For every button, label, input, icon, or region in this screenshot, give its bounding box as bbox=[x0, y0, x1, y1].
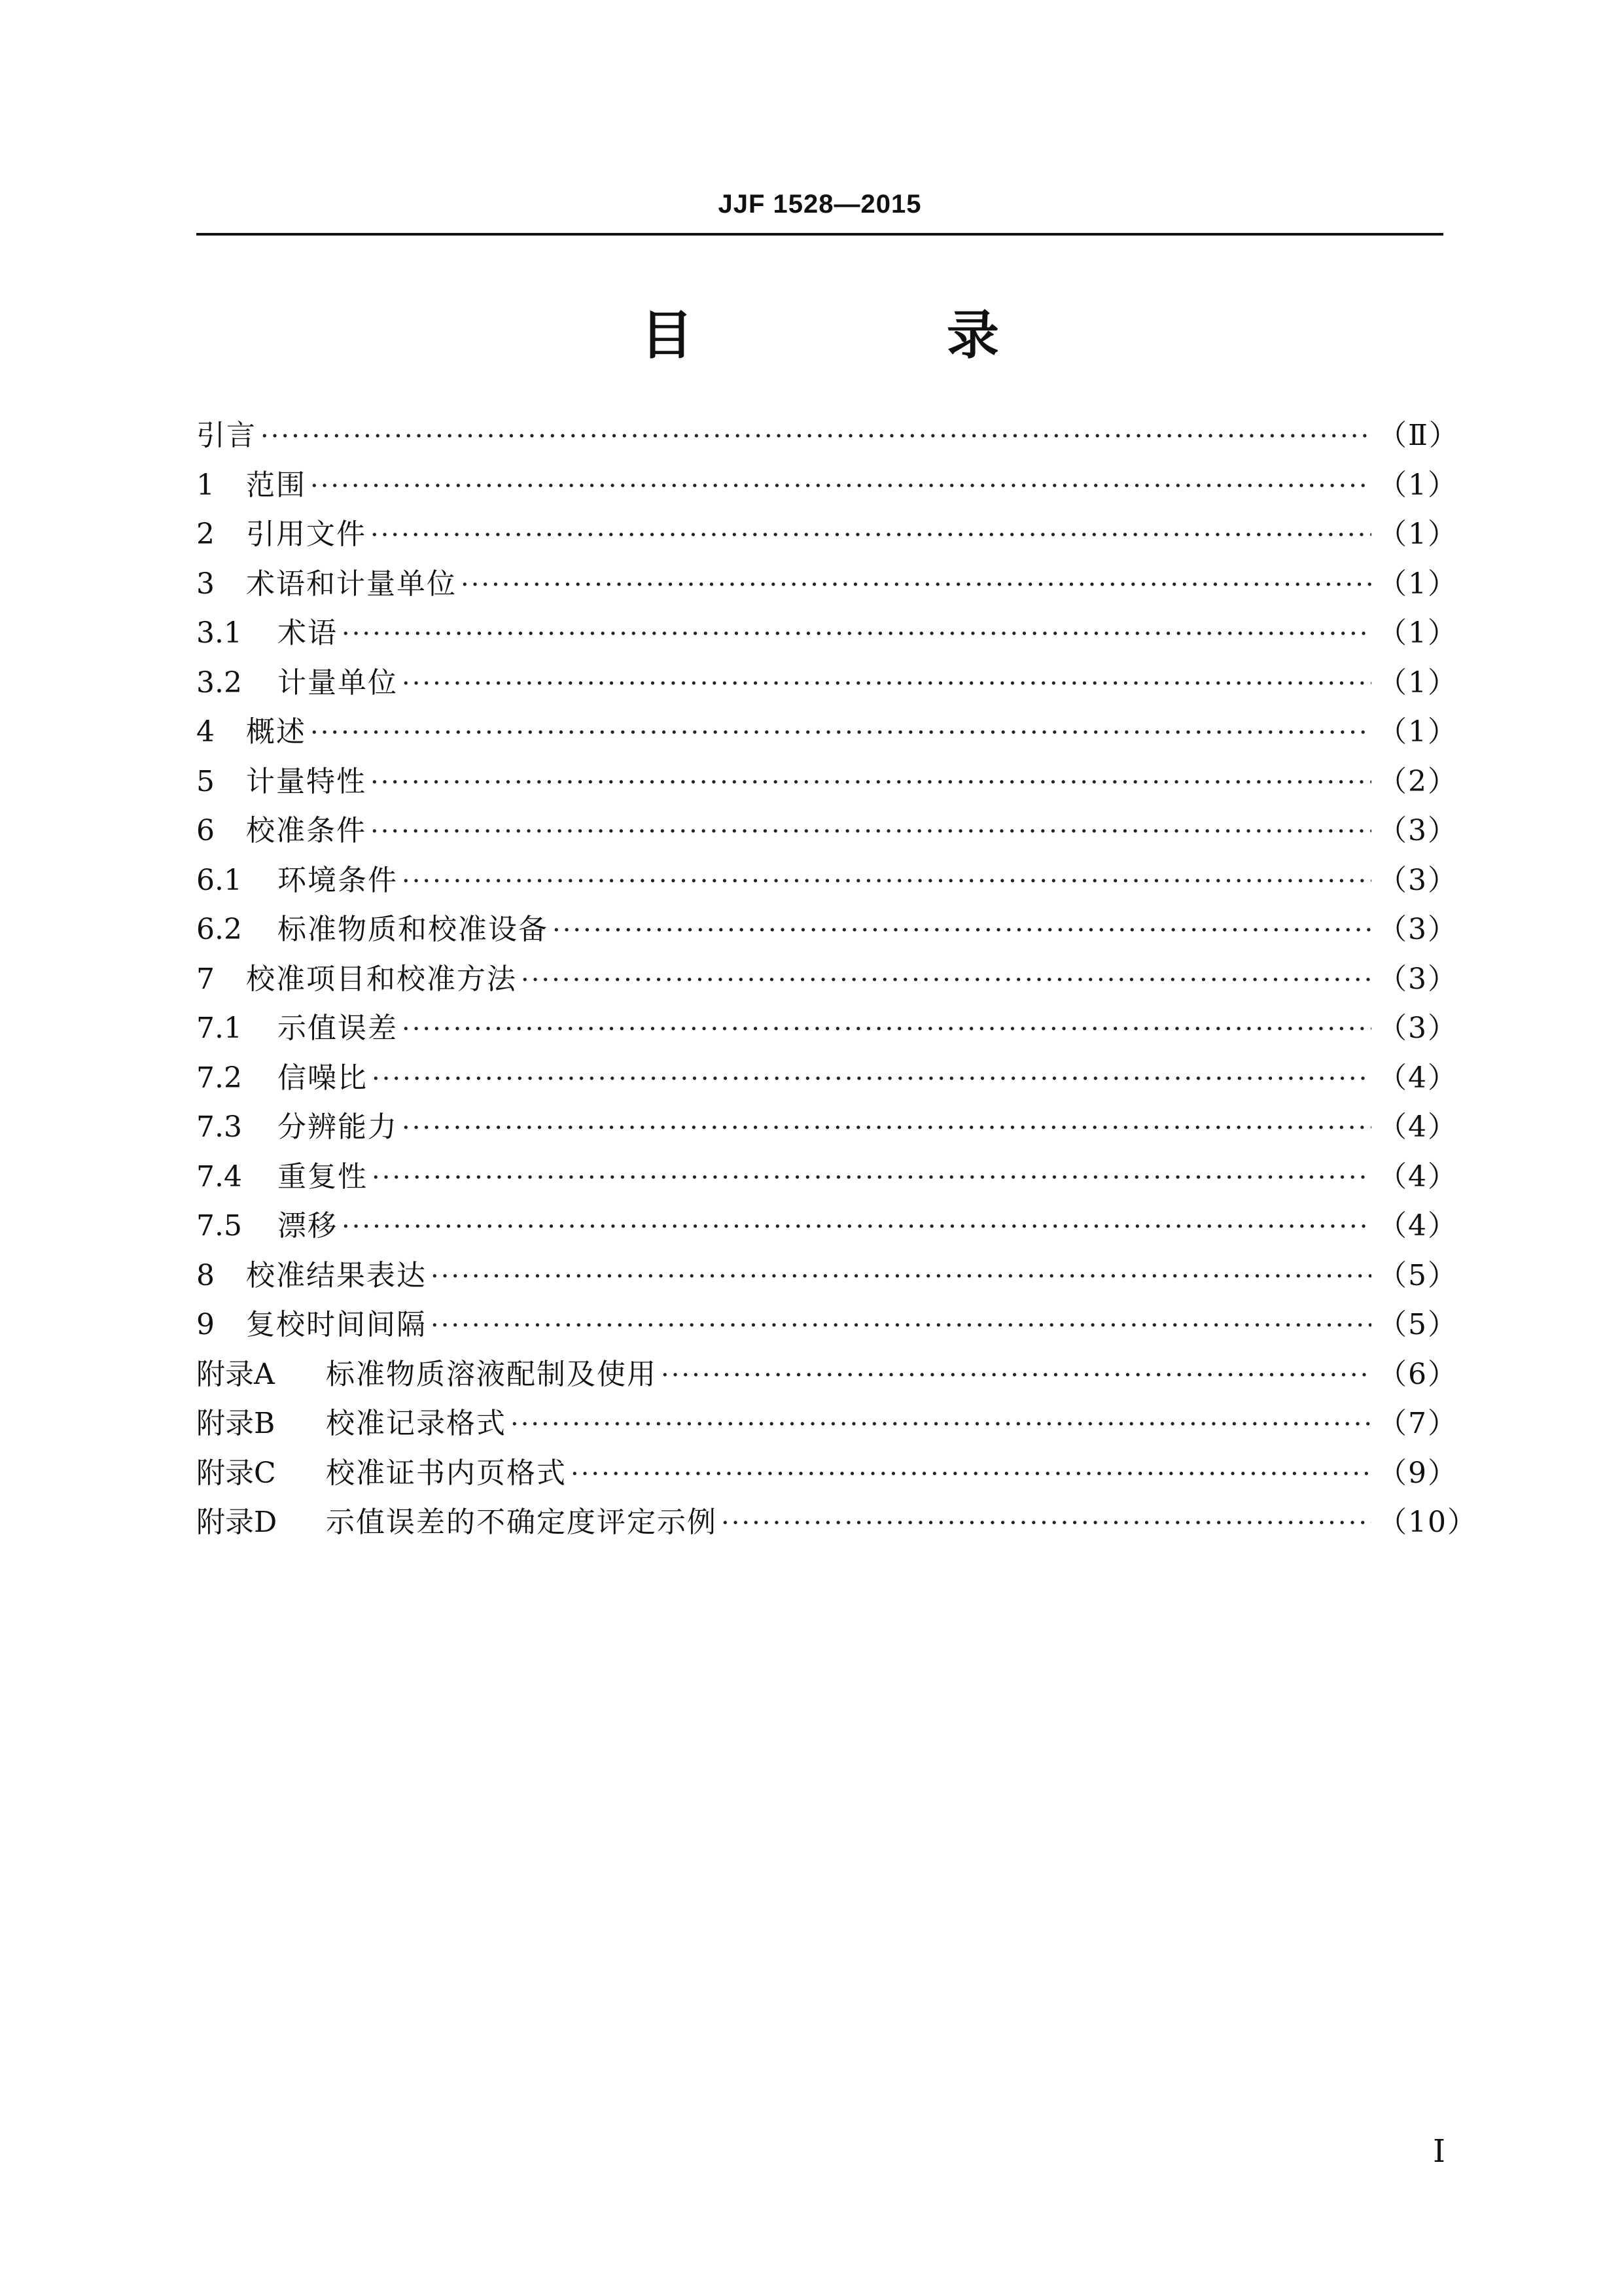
header-rule bbox=[196, 233, 1443, 236]
toc-entry-number: 3.2 bbox=[196, 665, 242, 699]
toc-leader-dots bbox=[372, 1055, 1371, 1104]
toc-leader-dots bbox=[461, 561, 1371, 610]
toc-leader-dots bbox=[571, 1450, 1371, 1500]
toc-entry-label: 范围 bbox=[246, 468, 306, 502]
toc-entry[interactable] bbox=[196, 510, 1458, 559]
toc-entry-label: 环境条件 bbox=[277, 863, 398, 897]
toc-entry-number: 附录B bbox=[196, 1407, 275, 1440]
toc-entry-number: 7.2 bbox=[196, 1061, 242, 1095]
toc-entry-label: 漂移 bbox=[277, 1209, 338, 1243]
toc-leader-dots bbox=[661, 1351, 1371, 1401]
toc-entry-page: （1） bbox=[1378, 567, 1458, 601]
toc-leader-dots bbox=[370, 758, 1371, 808]
toc-entry-number: 6.2 bbox=[196, 913, 242, 946]
page-title: 目 录 bbox=[641, 305, 1117, 366]
toc-entry-label: 校准证书内页格式 bbox=[326, 1456, 567, 1490]
toc-entry-page: （6） bbox=[1378, 1357, 1458, 1391]
toc-entry-number: 3.1 bbox=[196, 616, 242, 650]
toc-entry-number: 7.4 bbox=[196, 1159, 242, 1193]
toc-entry[interactable] bbox=[196, 1201, 1458, 1251]
toc-entry-number: 附录D bbox=[196, 1506, 277, 1539]
toc-entry-number: 7.1 bbox=[196, 1012, 242, 1045]
toc-entry[interactable] bbox=[196, 609, 1458, 658]
toc-entry-page: （1） bbox=[1378, 665, 1458, 699]
toc-entry-number: 8 bbox=[196, 1258, 215, 1292]
toc-leader-dots bbox=[342, 610, 1371, 660]
toc-entry-label: 复校时间间隔 bbox=[246, 1308, 427, 1341]
toc-entry-page: （3） bbox=[1378, 863, 1458, 897]
toc-entry[interactable] bbox=[196, 905, 1458, 955]
toc-entry[interactable] bbox=[196, 757, 1458, 807]
toc-entry[interactable] bbox=[196, 1399, 1458, 1449]
toc-entry-page: （2） bbox=[1378, 764, 1458, 798]
toc-entry[interactable] bbox=[196, 856, 1458, 906]
toc-entry-page: （10） bbox=[1378, 1506, 1477, 1539]
toc-entry-page: （3） bbox=[1378, 962, 1458, 996]
toc-entry-label: 引言 bbox=[196, 419, 256, 452]
toc-leader-dots bbox=[310, 709, 1371, 758]
toc-entry-page: （3） bbox=[1378, 1012, 1458, 1045]
toc-entry-page: （1） bbox=[1378, 715, 1458, 749]
toc-entry-number: 2 bbox=[196, 518, 215, 551]
toc-leader-dots bbox=[372, 1154, 1371, 1203]
toc-entry-label: 校准条件 bbox=[246, 814, 366, 847]
toc-entry[interactable] bbox=[196, 1498, 1477, 1547]
toc-entry-page: （1） bbox=[1378, 468, 1458, 502]
toc-entry-label: 计量特性 bbox=[246, 764, 366, 798]
toc-entry-number: 7.3 bbox=[196, 1110, 242, 1144]
toc-entry-number: 7.5 bbox=[196, 1209, 242, 1243]
toc-leader-dots bbox=[431, 1252, 1371, 1302]
toc-entry-number: 6 bbox=[196, 814, 215, 847]
toc-entry[interactable] bbox=[196, 658, 1458, 708]
toc-entry[interactable] bbox=[196, 411, 1459, 461]
toc-leader-dots bbox=[260, 412, 1371, 462]
toc-entry-page: （3） bbox=[1378, 913, 1458, 946]
toc-entry-number: 附录C bbox=[196, 1456, 276, 1490]
toc-entry[interactable] bbox=[196, 1350, 1458, 1400]
toc-leader-dots bbox=[310, 462, 1371, 512]
toc-entry-page: （4） bbox=[1378, 1209, 1458, 1243]
toc-entry-page: （4） bbox=[1378, 1110, 1458, 1144]
toc-entry-label: 标准物质和校准设备 bbox=[277, 913, 548, 946]
toc-leader-dots bbox=[370, 511, 1371, 561]
toc-entry-label: 概述 bbox=[246, 715, 306, 749]
toc-entry-number: 3 bbox=[196, 567, 215, 601]
toc-entry[interactable] bbox=[196, 1004, 1458, 1053]
toc-entry[interactable] bbox=[196, 1449, 1458, 1498]
table-of-contents bbox=[196, 411, 1477, 1547]
toc-entry[interactable] bbox=[196, 1103, 1458, 1152]
toc-entry-page: （3） bbox=[1378, 814, 1458, 847]
toc-entry-page: （1） bbox=[1378, 518, 1458, 551]
toc-entry-label: 信噪比 bbox=[277, 1061, 368, 1095]
toc-entry-page: （9） bbox=[1378, 1456, 1458, 1490]
toc-entry-page: （1） bbox=[1378, 616, 1458, 650]
toc-leader-dots bbox=[402, 1005, 1371, 1055]
toc-leader-dots bbox=[721, 1499, 1371, 1549]
toc-entry-page: （5） bbox=[1378, 1258, 1458, 1292]
toc-entry-number: 9 bbox=[196, 1308, 215, 1341]
toc-entry-number: 4 bbox=[196, 715, 215, 749]
toc-entry[interactable] bbox=[196, 461, 1458, 510]
toc-entry[interactable] bbox=[196, 707, 1458, 757]
toc-leader-dots bbox=[402, 1104, 1371, 1154]
toc-entry-label: 校准项目和校准方法 bbox=[246, 962, 517, 996]
toc-entry-label: 术语和计量单位 bbox=[246, 567, 457, 601]
toc-entry-label: 校准记录格式 bbox=[326, 1407, 506, 1440]
toc-leader-dots bbox=[342, 1203, 1371, 1252]
toc-leader-dots bbox=[521, 956, 1371, 1006]
toc-leader-dots bbox=[402, 660, 1371, 709]
toc-entry-label: 标准物质溶液配制及使用 bbox=[326, 1357, 657, 1391]
page-number: I bbox=[1433, 2133, 1445, 2170]
toc-entry-number: 1 bbox=[196, 468, 215, 502]
toc-entry-number: 5 bbox=[196, 764, 215, 798]
toc-entry[interactable] bbox=[196, 1152, 1458, 1202]
document-header: JJF 1528—2015 bbox=[718, 190, 922, 219]
toc-entry-label: 示值误差 bbox=[277, 1012, 398, 1045]
toc-leader-dots bbox=[431, 1301, 1371, 1351]
toc-leader-dots bbox=[510, 1400, 1371, 1450]
toc-entry-page: （Ⅱ） bbox=[1378, 419, 1459, 452]
toc-entry-label: 分辨能力 bbox=[277, 1110, 398, 1144]
toc-entry[interactable] bbox=[196, 806, 1458, 856]
toc-entry-page: （4） bbox=[1378, 1061, 1458, 1095]
toc-entry-label: 术语 bbox=[277, 616, 338, 650]
toc-entry[interactable] bbox=[196, 1300, 1458, 1350]
toc-entry-label: 校准结果表达 bbox=[246, 1258, 427, 1292]
toc-leader-dots bbox=[552, 906, 1371, 956]
toc-entry[interactable] bbox=[196, 1251, 1458, 1301]
toc-entry[interactable] bbox=[196, 1053, 1458, 1103]
toc-entry-number: 附录A bbox=[196, 1357, 275, 1391]
toc-entry-page: （7） bbox=[1378, 1407, 1458, 1440]
toc-entry[interactable] bbox=[196, 955, 1458, 1004]
toc-entry[interactable] bbox=[196, 559, 1458, 609]
toc-entry-label: 引用文件 bbox=[246, 518, 366, 551]
toc-entry-number: 7 bbox=[196, 962, 215, 996]
toc-entry-label: 重复性 bbox=[277, 1159, 368, 1193]
toc-entry-number: 6.1 bbox=[196, 863, 242, 897]
toc-leader-dots bbox=[402, 857, 1371, 907]
toc-leader-dots bbox=[370, 807, 1371, 857]
toc-entry-page: （4） bbox=[1378, 1159, 1458, 1193]
toc-entry-label: 示值误差的不确定度评定示例 bbox=[326, 1506, 717, 1539]
toc-entry-label: 计量单位 bbox=[277, 665, 398, 699]
toc-entry-page: （5） bbox=[1378, 1308, 1458, 1341]
